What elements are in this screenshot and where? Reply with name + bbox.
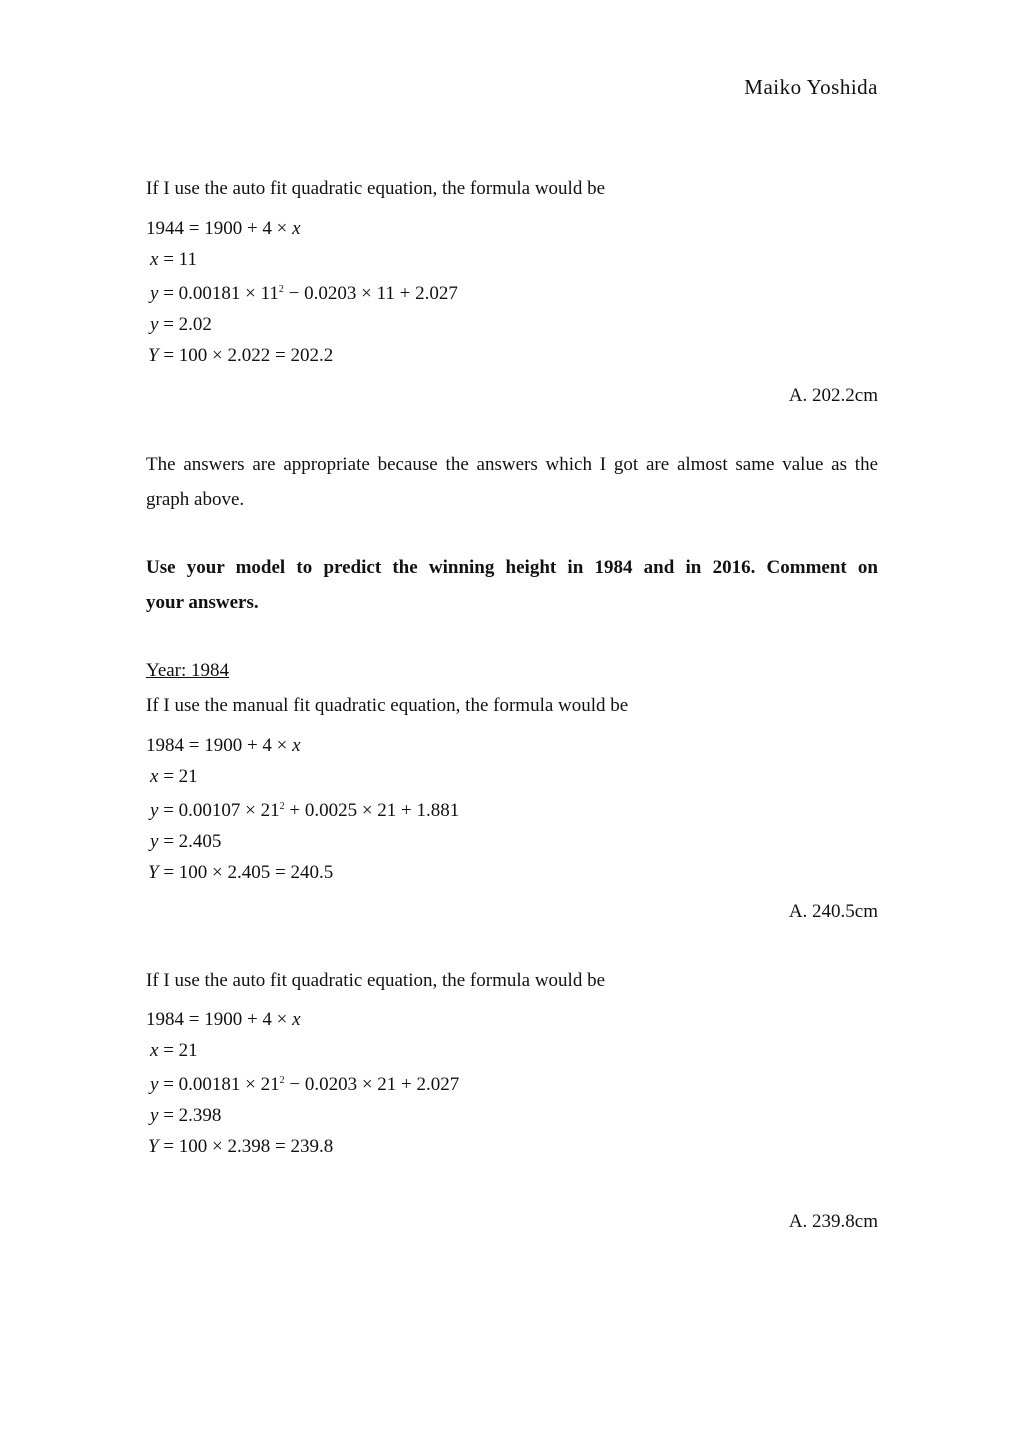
answer-1944-auto: A. 202.2cm xyxy=(788,385,878,406)
eq-rest: + 0.0025 × 21 + 1.881 xyxy=(284,800,460,821)
equation-y-result-1984-auto: y = 2.398 xyxy=(150,1105,222,1126)
question-line-1: Use your model to predict the winning height in 1984 and in 2016. Comment on xyxy=(146,557,878,578)
eq-var: x xyxy=(150,1040,159,1061)
eq-var: Y xyxy=(148,862,159,883)
answer-1984-manual: A. 240.5cm xyxy=(788,901,878,922)
auto-fit-intro-1984: If I use the auto fit quadratic equation, the formula would be xyxy=(146,970,606,991)
equation-y-expanded-1984-auto: $y = 0.00181 \times 21^2 - 0.0203 \times 21 + 2.027$ xyxy=(150,1074,460,1095)
eq-var: y xyxy=(150,1074,159,1095)
eq-rhs: 1900 + 4 × xyxy=(204,1009,288,1030)
equation-x-1984-auto: x = 21 xyxy=(150,1040,198,1061)
eq-lhs: 1944 xyxy=(146,218,184,239)
eq-rhs: 100 × 2.405 = 240.5 xyxy=(178,862,334,883)
equation-year-1984-auto: 1984 = 1900 + 4 × x xyxy=(146,1009,301,1030)
equation-height-1944: Y = 100 × 2.022 = 202.2 xyxy=(148,345,334,366)
eq-rest: − 0.0203 × 11 + 2.027 xyxy=(283,283,458,304)
eq-term-a: 0.00107 × 21 xyxy=(178,800,280,821)
eq-lhs: 1984 xyxy=(146,1009,184,1030)
manual-fit-intro-1984: If I use the manual fit quadratic equation, the formula would be xyxy=(146,695,629,716)
equation-year-1984-manual: 1984 = 1900 + 4 × x xyxy=(146,735,301,756)
eq-exponent: 2 xyxy=(279,1075,285,1086)
equation-year-1944: 1944 = 1900 + 4 × x xyxy=(146,218,301,239)
comment-line-2: graph above. xyxy=(146,489,245,510)
answer-1984-auto: A. 239.8cm xyxy=(788,1211,878,1232)
equation-x-1984-manual: x = 21 xyxy=(150,766,198,787)
equation-y-result-1984-manual: y = 2.405 xyxy=(150,831,222,852)
eq-var: y xyxy=(150,1105,159,1126)
comment-line-1: The answers are appropriate because the answers which I got are almost same value as the xyxy=(146,454,878,475)
eq-var: y xyxy=(150,831,159,852)
equation-y-expanded-1984-manual: $y = 0.00107 \times 21^2 + 0.0025 \times 21 + 1.881$ xyxy=(150,800,460,821)
eq-exponent: 2 xyxy=(278,284,284,295)
eq-var: x xyxy=(150,766,159,787)
eq-rhs: 2.02 xyxy=(178,314,212,335)
eq-rhs: 21 xyxy=(178,1040,198,1061)
eq-var: y xyxy=(150,314,159,335)
equation-x-1944: x = 11 xyxy=(150,249,197,270)
eq-var: y xyxy=(150,800,159,821)
year-1984-heading: Year: 1984 xyxy=(146,660,230,681)
eq-var: Y xyxy=(148,1136,159,1157)
equation-y-result-1944: y = 2.02 xyxy=(150,314,212,335)
eq-term-a: 0.00181 × 21 xyxy=(178,1074,280,1095)
eq-rest: − 0.0203 × 21 + 2.027 xyxy=(284,1074,460,1095)
eq-rhs: 100 × 2.022 = 202.2 xyxy=(178,345,334,366)
eq-var: x xyxy=(292,735,301,756)
eq-rhs: 21 xyxy=(178,766,198,787)
eq-var: x xyxy=(292,1009,301,1030)
equation-y-expanded-1944: $y = 0.00181 \times 11^2 - 0.0203 \times 11 + 2.027$ xyxy=(150,283,458,304)
eq-rhs: 2.405 xyxy=(178,831,222,852)
eq-var: x xyxy=(150,249,159,270)
eq-rhs: 1900 + 4 × xyxy=(204,218,288,239)
eq-lhs: 1984 xyxy=(146,735,184,756)
eq-var: x xyxy=(292,218,301,239)
eq-rhs: 11 xyxy=(178,249,197,270)
eq-var: Y xyxy=(148,345,159,366)
equation-height-1984-manual: Y = 100 × 2.405 = 240.5 xyxy=(148,862,334,883)
eq-exponent: 2 xyxy=(279,801,285,812)
eq-var: y xyxy=(150,283,159,304)
author-name: Maiko Yoshida xyxy=(744,75,878,99)
auto-fit-intro-1944: If I use the auto fit quadratic equation, the formula would be xyxy=(146,178,606,199)
eq-rhs: 100 × 2.398 = 239.8 xyxy=(178,1136,334,1157)
eq-rhs: 1900 + 4 × xyxy=(204,735,288,756)
equation-height-1984-auto: Y = 100 × 2.398 = 239.8 xyxy=(148,1136,334,1157)
eq-term-a: 0.00181 × 11 xyxy=(178,283,279,304)
eq-rhs: 2.398 xyxy=(178,1105,222,1126)
question-line-2: your answers. xyxy=(146,592,259,613)
